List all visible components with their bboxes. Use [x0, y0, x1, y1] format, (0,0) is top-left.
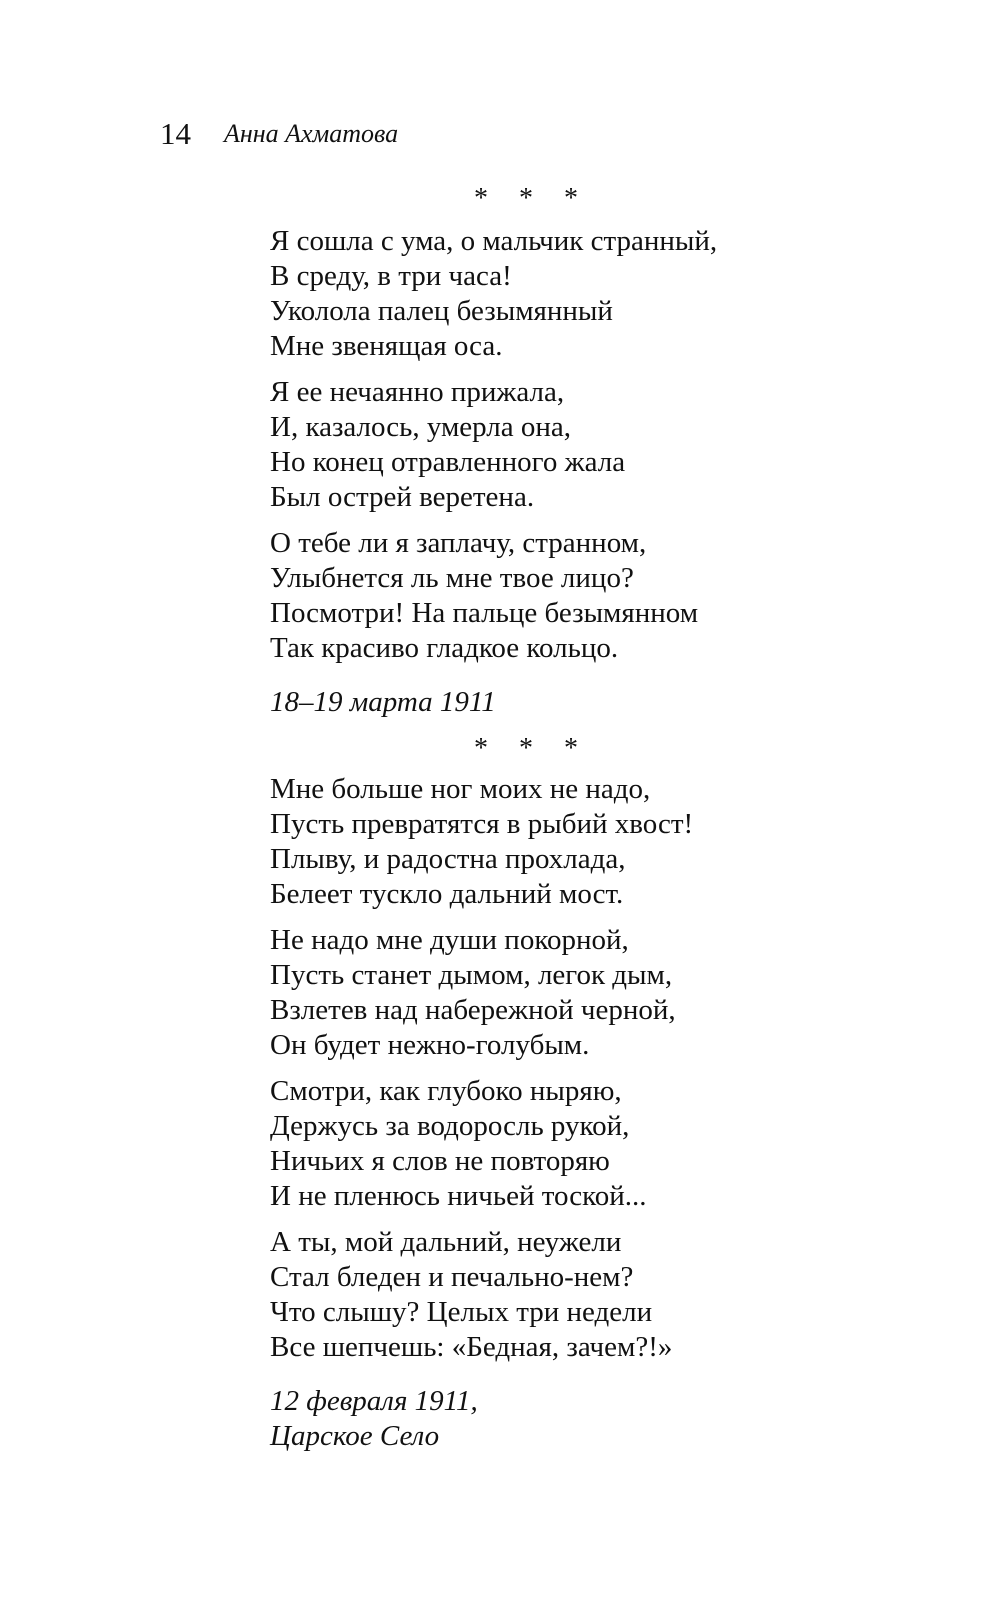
verse-line: Что слышу? Целых три недели — [270, 1296, 653, 1328]
verse-line: О тебе ли я заплачу, странном, — [270, 527, 647, 559]
verse-line: Он будет нежно-голубым. — [270, 1029, 590, 1061]
poem-dateline — [270, 685, 910, 720]
poem-place: Царское Село — [270, 1420, 440, 1452]
running-head: Анна Ахматова — [224, 119, 399, 148]
stanza — [270, 224, 910, 364]
poem-date: 12 февраля 1911, — [270, 1385, 478, 1417]
verse-line: Улыбнется ль мне твое лицо? — [270, 562, 634, 594]
asterism-divider: * * * — [474, 733, 590, 764]
verse-line: Мне больше ног моих не надо, — [270, 773, 651, 805]
verse-line: В среду, в три часа! — [270, 260, 512, 292]
verse-line: Белеет тускло дальний мост. — [270, 878, 624, 910]
stanza — [270, 923, 910, 1063]
verse-line: А ты, мой дальний, неужели — [270, 1226, 622, 1258]
poem-date: 18–19 марта 1911 — [270, 686, 496, 718]
stanza — [270, 772, 910, 912]
poem-dateline — [270, 1384, 910, 1454]
stanza — [270, 1225, 910, 1365]
page-number: 14 — [160, 116, 191, 151]
stanza — [270, 1074, 910, 1214]
verse-line: Взлетев над набережной черной, — [270, 994, 676, 1026]
verse-line: Плыву, и радостна прохлада, — [270, 843, 626, 875]
verse-line: Посмотри! На пальце безымянном — [270, 597, 699, 629]
verse-line: Я сошла с ума, о мальчик странный, — [270, 225, 718, 257]
verse-line: Так красиво гладкое кольцо. — [270, 632, 619, 664]
verse-line: Я ее нечаянно прижала, — [270, 376, 565, 408]
asterism-divider: * * * — [474, 183, 590, 214]
verse-line: Смотри, как глубоко ныряю, — [270, 1075, 622, 1107]
verse-line: Но конец отравленного жала — [270, 446, 626, 478]
verse-line: И, казалось, умерла она, — [270, 411, 572, 443]
verse-line: Мне звенящая оса. — [270, 330, 503, 362]
stanza — [270, 375, 910, 515]
poem — [270, 224, 910, 720]
verse-line: Пусть станет дымом, легок дым, — [270, 959, 673, 991]
verse-line: Был острей веретена. — [270, 481, 535, 513]
poem — [270, 772, 910, 1454]
verse-line: Не надо мне души покорной, — [270, 924, 629, 956]
verse-line: Стал бледен и печально-нем? — [270, 1261, 634, 1293]
stanza — [270, 526, 910, 666]
verse-line: Пусть превратятся в рыбий хвост! — [270, 808, 694, 840]
verse-line: И не пленюсь ничьей тоской... — [270, 1180, 647, 1212]
verse-line: Уколола палец безымянный — [270, 295, 613, 327]
verse-line: Все шепчешь: «Бедная, зачем?!» — [270, 1331, 673, 1363]
verse-line: Держусь за водоросль рукой, — [270, 1110, 630, 1142]
verse-line: Ничьих я слов не повторяю — [270, 1145, 610, 1177]
